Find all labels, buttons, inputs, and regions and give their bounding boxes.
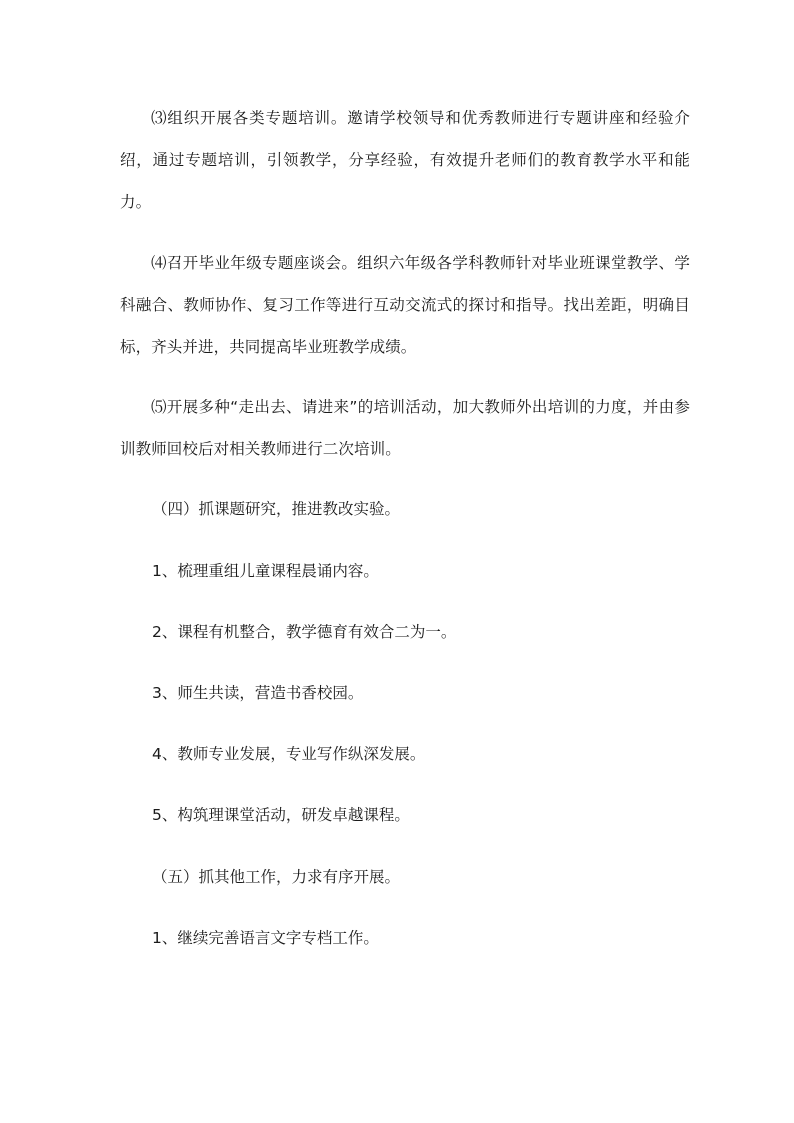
- section-four-item: 2、课程有机整合，教学德育有效合二为一。: [152, 623, 457, 641]
- section-five-heading: （五）抓其他工作，力求有序开展。: [152, 868, 401, 886]
- section-four-heading: （四）抓课题研究，推进教改实验。: [152, 500, 401, 518]
- paragraph-special-training: ⑶组织开展各类专题培训。邀请学校领导和优秀教师进行专题讲座和经验介绍，通过专题培训，引领教学，分享经验，有效提升老师们的教育教学水平和能力。: [120, 109, 690, 211]
- section-four-item: 3、师生共读，营造书香校园。: [152, 684, 364, 702]
- section-four-item: 4、教师专业发展，专业写作纵深发展。: [152, 745, 426, 763]
- section-four-item: 1、梳理重组儿童课程晨诵内容。: [152, 562, 379, 580]
- section-five-item: 1、继续完善语言文字专档工作。: [152, 929, 379, 947]
- section-four-item: 5、构筑理课堂活动，研发卓越课程。: [152, 806, 410, 824]
- paragraph-graduation-forum: ⑷召开毕业年级专题座谈会。组织六年级各学科教师针对毕业班课堂教学、学科融合、教师协作、复习工作等进行互动交流式的探讨和指导。找出差距，明确目标，齐头并进，共同提高毕业班教学成绩。: [120, 254, 690, 356]
- paragraph-training-activities: ⑸开展多种“走出去、请进来”的培训活动，加大教师外出培训的力度，并由参训教师回校后对相关教师进行二次培训。: [120, 398, 690, 458]
